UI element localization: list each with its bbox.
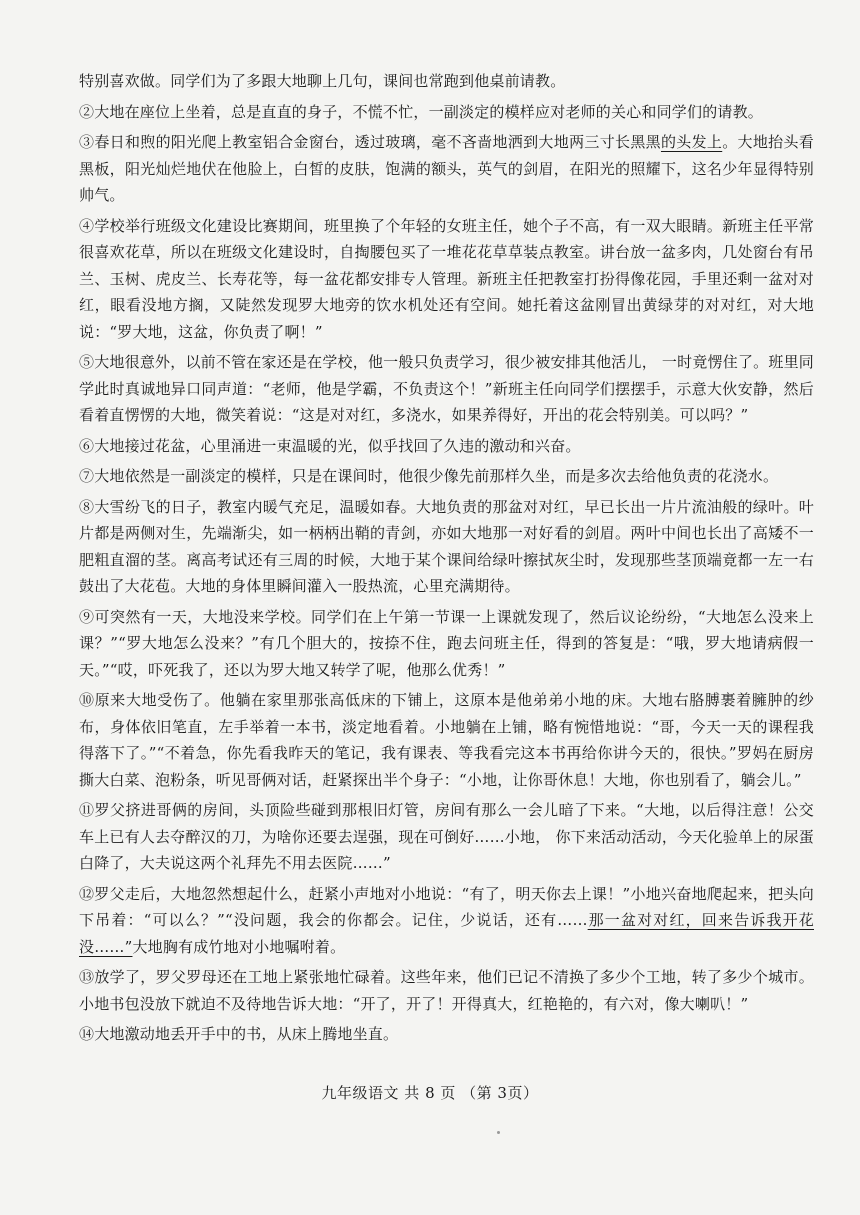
underlined-phrase-hair: 的头发上 [660, 133, 723, 151]
paragraph-12-start: ⑫罗父走后，大地忽然想起什么，赶紧小声地对小地说：“有了，明天你去上课！”小地兴奋地爬起来，把头向下吊着：“可以么？”“没问题，我会的你都会。记住，少说话，还有…… [79, 884, 814, 929]
paragraph-8: ⑧大雪纷飞的日子，教室内暖气充足，温暖如春。大地负责的那盆对对红，早已长出一片片流油般的绿叶。叶片都是两侧对生，先端渐尖，如一柄柄出鞘的青剑，亦如大地那一对好看的剑眉。两叶中间也长出了高矮不一肥粗直溜的茎。离高考试还有三周的时候，大地于某个课间给绿叶擦拭灰尘时，发现那些茎顶端竟都一左一右鼓出了大花苞。大地的身体里瞬间灌入一股热流，心里充满期待。 [79, 497, 814, 595]
paragraph-7: ⑦大地依然是一副淡定的模样，只是在课间时，他很少像先前那样久坐，而是多次去给他负责的花浇水。 [79, 467, 779, 485]
paragraph-5: ⑤大地很意外，以前不管在家还是在学校，他一般只负责学习，很少被安排其他活儿， 一时竟愣住了。班里同学此时真诚地异口同声道：“老师，他是学霸，不负责这个！”新班主任向同学们摆摆手，示意大伙安静，然后看着直愣愣的大地，微笑着说：“这是对对红，多浇水，如果养得好，开出的花会特别美。可以吗？” [79, 353, 814, 424]
scan-speck [497, 1131, 500, 1134]
paragraph-2: ②大地在座位上坐着，总是直直的身子，不慌不忙，一副淡定的模样应对老师的关心和同学们的请教。 [79, 102, 764, 121]
paragraph-9: ⑨可突然有一天，大地没来学校。同学们在上午第一节课一上课就发现了，然后议论纷纷，“大地怎么没来上课？”“罗大地怎么没来？”有几个胆大的，按捺不住，跑去问班主任，得到的答复是：“哦，罗大地请病假一天。”“哎，吓死我了，还以为罗大地又转学了呢，他那么优秀！” [79, 607, 814, 679]
paragraph-14: ⑭大地激动地丢开手中的书，从床上腾地坐直。 [79, 1025, 399, 1043]
paragraph-11: ⑪罗父挤进哥俩的房间，头顶险些碰到那根旧灯管，房间有那么一会儿暗了下来。“大地，以后得注意！公交车上已有人去夺醉汉的刀，为啥你还要去逞强，现在可倒好……小地， 你下来活动活动，今天化验单上的尿蛋白降了，大夫说这两个礼拜先不用去医院……” [79, 801, 814, 872]
paragraph-3 [79, 129, 814, 209]
paragraph-12-rest: 大地胸有成竹地对小地嘱咐着。 [132, 937, 346, 956]
paragraph-3-rest: 。大地抬头看黑板，阳光灿烂地伏在他脸上，白皙的皮肤，饱满的额头，英气的剑眉，在阳光的照耀下，这名少年显得特别帅气。 [79, 133, 814, 204]
paragraph-1-continued: 特别喜欢做。同学们为了多跟大地聊上几句，课间也常跑到他桌前请教。 [79, 72, 566, 90]
paragraph-6: ⑥大地接过花盆，心里涌进一束温暖的光，似乎找回了久违的激动和兴奋。 [79, 436, 581, 455]
paragraph-13: ⑬放学了，罗父罗母还在工地上紧张地忙碌着。这些年来，他们已记不清换了多少个工地，转了多少个城市。小地书包没放下就迫不及待地告诉大地：“开了，开了！开得真大，红艳艳的，有六对，像大喇叭！” [79, 968, 814, 1013]
page-footer: 九年级语文 共 8 页 （第 3页） [321, 1084, 539, 1102]
paragraph-3-start: ③春日和煦的阳光爬上教室铝合金窗台，透过玻璃，毫不吝啬地洒到大地两三寸长黑黑 [79, 133, 661, 151]
paragraph-12 [79, 881, 814, 961]
paragraph-4: ④学校举行班级文化建设比赛期间，班里换了个年轻的女班主任，她个子不高，有一双大眼睛。新班主任平常很喜欢花草，所以在班级文化建设时，自掏腰包买了一堆花花草草装点教室。讲台放一盆多肉，几处窗台有吊兰、玉树、虎皮兰、长寿花等，每一盆花都安排专人管理。新班主任把教室打扮得像花园，手里还剩一盆对对红，眼看没地方搁，又陡然发现罗大地旁的饮水机处还有空间。她托着这盆刚冒出黄绿芽的对对红，对大地说：“罗大地，这盆，你负责了啊！” [79, 216, 814, 341]
underlined-phrase-flower: 那一盆对对红，回来告诉我开花没……” [79, 911, 814, 956]
paragraph-10: ⑩原来大地受伤了。他躺在家里那张高低床的下铺上，这原本是他弟弟小地的床。大地右胳膊裹着臃肿的纱布，身体依旧笔直，左手举着一本书，淡定地看着。小地躺在上铺，略有惋惜地说：“哥，今天一天的课程我得落下了。”“不着急，你先看我昨天的笔记，我有课表、等我看完这本书再给你讲今天的，很快。”罗妈在厨房撕大白菜、泡粉条，听见哥俩对话，赶紧探出半个身子：“小地，让你哥休息！大地，你也别看了，躺会儿。” [79, 691, 814, 789]
